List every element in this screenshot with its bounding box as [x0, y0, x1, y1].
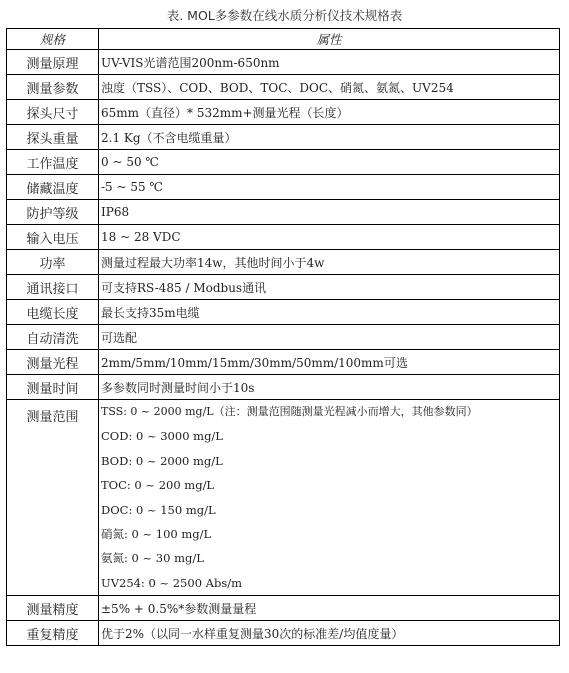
row-key: 测量精度	[7, 596, 99, 621]
row-value: 0 ~ 50 ℃	[99, 150, 560, 175]
row-key: 工作温度	[7, 150, 99, 175]
row-key: 功率	[7, 250, 99, 275]
row-value: 多参数同时测量时间小于10s	[99, 375, 560, 400]
table-row	[7, 596, 560, 621]
row-key: 通讯接口	[7, 275, 99, 300]
row-key: 测量原理	[7, 50, 99, 75]
table-row	[7, 50, 560, 75]
row-key: 电缆长度	[7, 300, 99, 325]
row-key: 防护等级	[7, 200, 99, 225]
table-row	[7, 300, 560, 325]
range-values	[99, 400, 560, 596]
range-line: DOC: 0 ~ 150 mg/L	[101, 502, 216, 517]
row-value: UV-VIS光谱范围200nm-650nm	[99, 50, 560, 75]
row-value: 18 ~ 28 VDC	[99, 225, 560, 250]
table-row	[7, 100, 560, 125]
table-row	[7, 175, 560, 200]
row-value: 可支持RS-485 / Modbus通讯	[99, 275, 560, 300]
table-row	[7, 621, 560, 646]
table-row	[7, 325, 560, 350]
table-caption: 表. MOL多参数在线水质分析仪技术规格表	[166, 8, 403, 23]
row-key: 储藏温度	[7, 175, 99, 200]
range-key: 测量范围	[7, 400, 99, 596]
table-row-range	[7, 400, 560, 596]
table-row	[7, 200, 560, 225]
table-row	[7, 75, 560, 100]
range-line: TSS: 0 ~ 2000 mg/L（注：测量范围随测量光程减小而增大，其他参数同）	[101, 405, 478, 418]
range-line: COD: 0 ~ 3000 mg/L	[101, 429, 223, 444]
table-header-row	[7, 29, 560, 50]
range-line: UV254: 0 ~ 2500 Abs/m	[101, 575, 243, 590]
row-value: 2mm/5mm/10mm/15mm/30mm/50mm/100mm可选	[99, 350, 560, 375]
row-value: -5 ~ 55 ℃	[99, 175, 560, 200]
table-row	[7, 275, 560, 300]
range-line: TOC: 0 ~ 200 mg/L	[101, 478, 215, 493]
table-row	[7, 150, 560, 175]
table-row	[7, 350, 560, 375]
row-key: 重复精度	[7, 621, 99, 646]
row-key: 输入电压	[7, 225, 99, 250]
row-value: 优于2%（以同一水样重复测量30次的标准差/均值度量）	[99, 621, 560, 646]
row-key: 测量时间	[7, 375, 99, 400]
row-value: ±5% + 0.5%*参数测量量程	[99, 596, 560, 621]
row-value: 2.1 Kg（不含电缆重量）	[99, 125, 560, 150]
row-key: 测量参数	[7, 75, 99, 100]
row-value: 可选配	[99, 325, 560, 350]
range-line: BOD: 0 ~ 2000 mg/L	[101, 453, 223, 468]
row-key: 自动清洗	[7, 325, 99, 350]
row-key: 探头重量	[7, 125, 99, 150]
spec-table	[6, 28, 560, 646]
row-key: 测量光程	[7, 350, 99, 375]
range-line: 氨氮: 0 ~ 30 mg/L	[101, 551, 204, 566]
row-value: 浊度（TSS）、COD、BOD、TOC、DOC、硝氮、氨氮、UV254	[99, 75, 560, 100]
row-value: 测量过程最大功率14w，其他时间小于4w	[99, 250, 560, 275]
table-row	[7, 225, 560, 250]
header-attr: 属性	[99, 29, 560, 50]
row-value: 最长支持35m电缆	[99, 300, 560, 325]
row-value: 65mm（直径）* 532mm+测量光程（长度）	[99, 100, 560, 125]
row-value: IP68	[99, 200, 560, 225]
table-row	[7, 125, 560, 150]
row-key: 探头尺寸	[7, 100, 99, 125]
range-line: 硝氮: 0 ~ 100 mg/L	[101, 526, 212, 541]
table-row	[7, 375, 560, 400]
header-spec: 规格	[7, 29, 99, 50]
table-row	[7, 250, 560, 275]
